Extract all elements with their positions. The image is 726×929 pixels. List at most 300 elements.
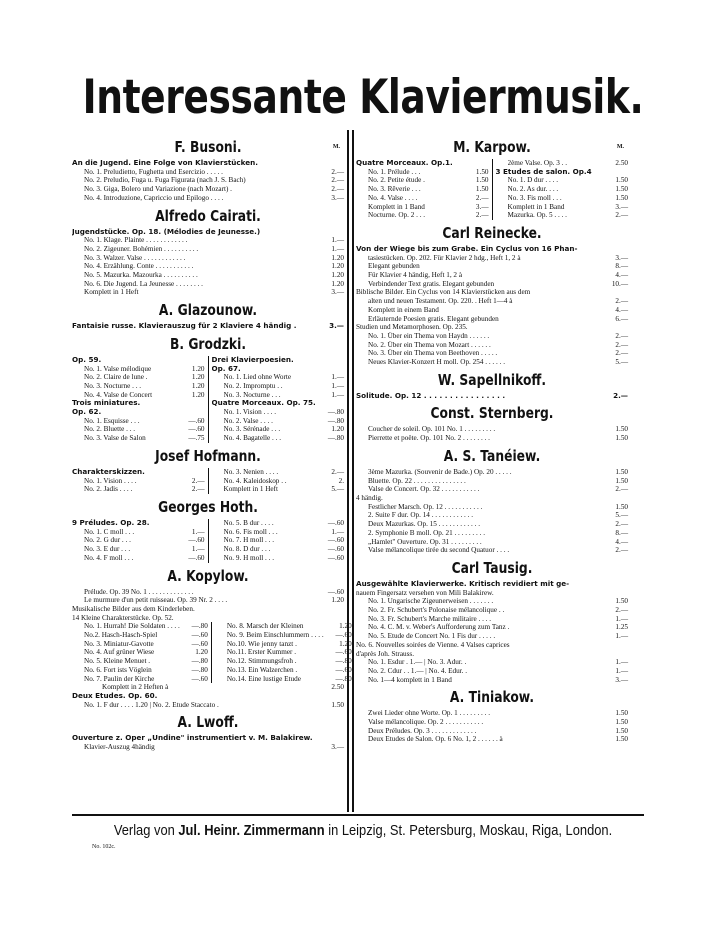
- item-price: 1.20: [191, 373, 205, 382]
- item-price: 1.50: [615, 425, 628, 434]
- item-price: —.60: [188, 553, 205, 562]
- item-price: [316, 356, 344, 365]
- composer-name: Georges Hoth.: [158, 497, 258, 516]
- item-title: No. 1. Lied ohne Worte: [223, 373, 292, 382]
- composer-heading-row: [72, 713, 344, 731]
- list-item: [356, 349, 628, 358]
- list-item: [72, 391, 205, 400]
- item-title: Studien und Metamorphosen. Op. 235.: [356, 323, 468, 332]
- item-title: No. 3. Über ein Thema von Beethoven . . . . .: [368, 349, 498, 358]
- item-title: 14 Kleine Charakterstücke. Op. 52.: [72, 613, 174, 622]
- currency-mark: M.: [332, 144, 340, 150]
- composer-heading-row: [356, 559, 628, 577]
- item-price: 1.50: [475, 176, 489, 185]
- item-title: No. 3. Miniatur-Gavotte: [84, 639, 154, 648]
- currency-mark: M.: [616, 144, 624, 150]
- item-price: 1.50: [615, 476, 628, 485]
- list-item: [212, 536, 345, 545]
- item-title: No. 3. Nenien . . . .: [223, 467, 279, 476]
- item-price: 3.—: [329, 321, 344, 331]
- list-item: [215, 622, 352, 631]
- item-price: 1.50: [615, 467, 628, 476]
- item-title: No. 1. Hurrah! Die Soldaten . . . .: [84, 622, 180, 631]
- list-item: [72, 236, 344, 245]
- item-title: Komplett in 1 Band: [507, 202, 565, 211]
- item-title: No. 9. H moll . . .: [223, 553, 275, 562]
- sub-column: [72, 622, 208, 683]
- item-price: 2.—: [613, 390, 628, 400]
- list-item: [212, 425, 345, 434]
- item-title: An die Jugend. Eine Folge von Klavierstücken.: [72, 159, 258, 167]
- list-item: [356, 323, 628, 332]
- sub-column: [212, 519, 345, 563]
- composer-name: A. Kopylow.: [167, 566, 249, 585]
- list-item: [72, 622, 208, 631]
- item-title: nauem Fingersatz versehen von Mili Balakirew.: [356, 588, 494, 597]
- list-item: [212, 408, 345, 417]
- list-item: [72, 271, 344, 280]
- list-item: [215, 657, 352, 666]
- list-item: [356, 709, 628, 718]
- list-item: [496, 176, 629, 185]
- item-price: [177, 519, 205, 528]
- item-title: No. 1. Valse mélodique: [84, 364, 152, 373]
- item-price: 6.—: [615, 314, 628, 323]
- item-price: —.60: [335, 665, 352, 674]
- item-price: 2.50: [615, 159, 628, 167]
- item-title: No. 3. Giga, Bolero und Variazione (nach Mozart) .: [84, 185, 232, 194]
- list-item: [356, 434, 628, 443]
- item-price: —.60: [335, 648, 352, 657]
- item-price: —.80: [335, 674, 352, 683]
- list-item: [72, 743, 344, 752]
- composer-name: Carl Reinecke.: [442, 223, 542, 242]
- list-item: [356, 503, 628, 512]
- item-price: 1.—: [331, 390, 344, 399]
- print-number: No. 102c.: [92, 844, 116, 850]
- list-item: [72, 536, 205, 545]
- item-title: Op. 67.: [211, 364, 241, 373]
- item-price: —.60: [327, 545, 344, 554]
- item-title: No. 2. Claire de lune .: [84, 373, 148, 382]
- list-item: [72, 176, 344, 185]
- list-item: [356, 280, 628, 289]
- item-price: —.80: [327, 434, 344, 443]
- item-title: No. 3. Fis moll . . .: [507, 193, 562, 202]
- item-title: No. 1. Vision . . . .: [84, 476, 137, 485]
- item-title: No. 6. Nouvelles soirées de Vienne. 4 Valses caprices: [356, 640, 510, 649]
- item-price: 2.—: [331, 167, 344, 176]
- item-price: 1.50: [475, 185, 489, 194]
- item-price: 3.—: [331, 743, 344, 752]
- item-title: Pierrette et poëte. Op. 101 No. 2 . . . . . . . .: [368, 434, 490, 443]
- two-column-block: [72, 356, 344, 443]
- item-price: 3.—: [615, 253, 628, 262]
- composer-heading-row: [72, 301, 344, 319]
- item-title: No. 4. Valse . . . .: [368, 193, 418, 202]
- item-price: [316, 365, 344, 374]
- list-item: [356, 203, 489, 212]
- item-price: 2.—: [475, 193, 489, 202]
- item-title: No. 1. Klage. Plainte . . . . . . . . . . . .: [84, 236, 188, 245]
- list-item: [356, 168, 489, 177]
- item-price: [316, 614, 344, 623]
- page-title: Interessante Klaviermusik.: [82, 70, 644, 125]
- list-item: [72, 322, 344, 331]
- item-title: Ausgewählte Klavierwerke. Kritisch revidiert mit ge-: [356, 579, 570, 588]
- item-title: Fantaisie russe. Klavierauszug für 2 Klaviere 4 händig .: [72, 322, 297, 331]
- item-price: 3.—: [475, 202, 489, 211]
- list-item: [212, 468, 345, 477]
- list-item: [72, 288, 344, 297]
- item-price: 2.—: [331, 467, 344, 476]
- item-price: —.80: [191, 657, 208, 666]
- item-price: 2.—: [615, 349, 628, 358]
- item-title: Le murmure d'un petit ruisseau. Op. 39 Nr. 2 . . . .: [84, 596, 228, 605]
- item-price: [316, 159, 344, 168]
- list-item: [212, 485, 345, 494]
- composer-heading-row: [356, 688, 628, 706]
- list-item: [72, 554, 205, 563]
- item-price: 1.50: [615, 718, 628, 727]
- list-item: [212, 417, 345, 426]
- item-price: 1.20: [191, 364, 205, 373]
- item-price: 1.20: [331, 425, 344, 434]
- column-divider: [347, 130, 349, 812]
- item-title: No. 4. C. M. v. Weber's Aufforderung zum Tanz .: [368, 623, 510, 632]
- item-price: 4.—: [615, 305, 628, 314]
- item-price: 3.—: [615, 202, 628, 211]
- list-item: [356, 597, 628, 606]
- item-price: —.80: [191, 665, 208, 674]
- list-item: [212, 519, 345, 528]
- item-title: Elegant gebunden: [368, 262, 420, 271]
- item-price: 3.—: [331, 288, 344, 297]
- list-item: [72, 588, 344, 597]
- item-title: No. 6. Fis moll . . .: [223, 527, 278, 536]
- item-title: Valse de Concert. Op. 32 . . . . . . . . . . .: [368, 485, 480, 494]
- item-title: „Hamlet" Ouverture. Op. 31 . . . . . . . . .: [368, 537, 482, 546]
- item-price: —.60: [327, 553, 344, 562]
- list-item: [356, 520, 628, 529]
- list-item: [356, 546, 628, 555]
- item-price: —.80: [327, 408, 344, 417]
- composer-heading-row: [72, 498, 344, 516]
- item-title: No. 2. Valse . . . .: [223, 416, 273, 425]
- list-item: [356, 185, 489, 194]
- composer-name: M. Karpow.: [453, 138, 531, 156]
- item-price: [316, 228, 344, 237]
- list-item: [356, 358, 628, 367]
- item-title: Für Klavier 4 händig, Heft 1, 2 à: [368, 271, 463, 280]
- item-title: No.13. Ein Walzerchen .: [226, 665, 298, 674]
- item-price: 1.—: [191, 545, 205, 554]
- list-item: [212, 391, 345, 400]
- item-title: No. 1. D dur . . . .: [507, 176, 559, 185]
- composer-name: F. Busoni.: [174, 138, 242, 156]
- item-title: No. 5. Etude de Concert No. 1 Fis dur . . . . .: [368, 632, 496, 641]
- item-price: 1.20: [331, 279, 344, 288]
- list-item: [72, 485, 205, 494]
- list-item: [215, 675, 352, 684]
- item-price: 1.20: [191, 381, 205, 390]
- list-item: [356, 176, 489, 185]
- list-item: [72, 194, 344, 203]
- list-item: [72, 417, 205, 426]
- item-title: No. 3. Fr. Schubert's Marche militaire . . . .: [368, 614, 492, 623]
- item-price: 1.50: [615, 726, 628, 735]
- list-item: [72, 425, 205, 434]
- item-title: No. 3. Walzer. Valse . . . . . . . . . . . .: [84, 253, 186, 262]
- item-title: No. 2. Fr. Schubert's Polonaise mélancolique . .: [368, 606, 505, 615]
- item-price: 1.20: [331, 262, 344, 271]
- item-title: No. 3. Sérénade . . .: [223, 425, 281, 434]
- item-price: —.60: [191, 674, 208, 683]
- composer-heading-row: [72, 207, 344, 225]
- composer-name: A. Tiniakow.: [449, 688, 535, 707]
- item-price: 1.50: [615, 176, 628, 185]
- item-title: 2ème Valse. Op. 3 . .: [507, 159, 568, 167]
- item-price: 1.—: [615, 614, 628, 623]
- composer-heading-row: [356, 224, 628, 242]
- item-price: 10.—: [611, 279, 628, 288]
- list-item: [356, 468, 628, 477]
- item-title: No. 4. Auf grüner Wiese: [84, 648, 155, 657]
- item-title: No.12. Stimmungsfroh .: [226, 657, 297, 666]
- list-item: [72, 605, 344, 614]
- list-item: [72, 675, 208, 684]
- list-item: [72, 734, 344, 743]
- item-price: 1.20: [339, 622, 352, 631]
- item-price: [600, 288, 628, 297]
- column-divider: [352, 130, 354, 812]
- list-item: [72, 631, 208, 640]
- item-title: No. 1. Preludietto, Fughetta und Esercizio . . . . .: [84, 167, 223, 176]
- item-title: 3 Etudes de salon. Op.4: [495, 167, 592, 176]
- list-item: [72, 666, 208, 675]
- item-price: 1.—: [615, 658, 628, 667]
- item-price: 2.—: [191, 485, 205, 494]
- item-price: —.60: [335, 631, 352, 640]
- item-price: —.75: [188, 434, 205, 443]
- item-price: 2.—: [331, 185, 344, 194]
- list-item: [356, 632, 628, 641]
- item-title: Neues Klavier-Konzert H moll. Op. 254 . . . . . .: [368, 358, 505, 367]
- list-item: [356, 485, 628, 494]
- item-price: 2.50: [331, 683, 344, 692]
- item-title: Nocturne. Op. 2 . . .: [368, 211, 426, 220]
- item-title: tasiestücken. Op. 202. Für Klavier 2 hdg., Heft 1, 2 à: [368, 253, 521, 262]
- item-title: No. 1. Prélude . . .: [368, 167, 421, 176]
- list-item: [72, 356, 205, 365]
- item-price: [316, 399, 344, 408]
- item-price: 2.—: [615, 485, 628, 494]
- item-title: 4 händig.: [356, 493, 383, 502]
- list-item: [72, 185, 344, 194]
- item-price: 4.—: [615, 271, 628, 280]
- list-item: [496, 194, 629, 203]
- footer-text: Verlag von: [113, 822, 179, 839]
- list-item: [212, 554, 345, 563]
- item-title: No. 2. Cdur . . 1.— | No. 4. Edur. .: [368, 666, 468, 675]
- sub-column: [496, 159, 629, 220]
- list-item: [356, 580, 628, 589]
- item-title: Erläuternde Poesien gratis. Elegant gebunden: [368, 314, 499, 323]
- composer-name: Alfredo Cairati.: [155, 206, 261, 225]
- item-price: 1.—: [191, 527, 205, 536]
- item-title: No. 3. Valse de Salon: [84, 434, 146, 443]
- list-item: [72, 614, 344, 623]
- item-title: No. 6. Fort ists Vöglein: [84, 665, 152, 674]
- list-item: [212, 356, 345, 365]
- item-price: [600, 641, 628, 650]
- item-price: [177, 468, 205, 477]
- sub-column: [215, 622, 352, 683]
- item-title: alten und neuen Testament. Op. 220. . Heft 1—4 à: [368, 297, 513, 306]
- item-price: [600, 245, 628, 254]
- list-item: [212, 528, 345, 537]
- list-item: [72, 528, 205, 537]
- composer-heading-row: [72, 447, 344, 465]
- list-item: [356, 538, 628, 547]
- composer-name: W. Sapellnikoff.: [437, 370, 547, 389]
- list-item: [356, 667, 628, 676]
- item-title: No. 4. Kaleidoskop . .: [223, 476, 287, 485]
- item-title: Solitude. Op. 12 . . . . . . . . . . . . . . . .: [356, 391, 506, 400]
- publisher-name: Jul. Heinr. Zimmermann: [178, 822, 325, 839]
- list-item: [356, 159, 489, 168]
- item-title: No. 2. Zigeuner. Bohémien . . . . . . . . . .: [84, 244, 199, 253]
- item-price: 2.—: [615, 211, 628, 220]
- item-price: 1.50: [615, 502, 628, 511]
- sub-divider: [208, 519, 209, 563]
- item-title: No. 4. Valse de Concert: [84, 390, 153, 399]
- list-item: [356, 650, 628, 659]
- footer-cities: in Leipzig, St. Petersburg, Moskau, Riga, London.: [324, 822, 613, 839]
- item-price: 1.50: [615, 735, 628, 744]
- composer-heading-row: [356, 404, 628, 422]
- item-price: 3.—: [331, 193, 344, 202]
- list-item: [72, 168, 344, 177]
- list-item: [215, 648, 352, 657]
- item-title: No. 8. D dur . . .: [223, 545, 271, 554]
- item-title: No.2. Hasch-Hasch-Spiel: [84, 631, 158, 640]
- item-price: [316, 605, 344, 614]
- item-title: Prélude. Op. 39 No. 1 . . . . . . . . . . . . .: [84, 587, 194, 596]
- list-item: [212, 373, 345, 382]
- item-title: 2. Suite F dur. Op. 14 . . . . . . . . . . . .: [368, 511, 474, 520]
- list-item: [356, 245, 628, 254]
- sub-divider: [208, 356, 209, 443]
- item-title: Komplett in 1 Band: [368, 202, 425, 211]
- item-price: 2.—: [615, 340, 628, 349]
- item-title: 2. Symphonie B moll. Op. 21 . . . . . . . . .: [368, 528, 486, 537]
- item-title: No.10. Wie jenny tanzt .: [226, 639, 297, 648]
- list-item: [356, 718, 628, 727]
- list-item: [72, 640, 208, 649]
- item-title: Valse mélancolique. Op. 2 . . . . . . . . . . .: [368, 718, 484, 727]
- item-price: —.60: [327, 518, 344, 527]
- item-price: 1.50: [615, 709, 628, 718]
- list-item: [356, 641, 628, 650]
- list-item: [72, 365, 205, 374]
- item-title: No. 5. Kleine Menuet .: [84, 657, 151, 666]
- list-item: [496, 185, 629, 194]
- item-title: No. 2. G dur . . .: [84, 536, 131, 545]
- list-item: [356, 425, 628, 434]
- item-price: [461, 159, 489, 168]
- list-item: [72, 596, 344, 605]
- list-item: [72, 159, 344, 168]
- list-item: [212, 477, 345, 486]
- list-item: [215, 631, 352, 640]
- item-price: [600, 589, 628, 598]
- item-price: [177, 399, 205, 408]
- item-price: [177, 408, 205, 417]
- list-item: [356, 341, 628, 350]
- item-price: —.60: [188, 536, 205, 545]
- list-item: [496, 203, 629, 212]
- item-title: No. 9. Beim Einschlummern . . . .: [226, 631, 324, 640]
- item-title: Ouverture z. Oper „Undine" instrumentiert v. M. Balakirew.: [72, 734, 313, 743]
- item-title: No. 2. Impromptu . .: [223, 381, 283, 390]
- composer-name: A. S. Tanéiew.: [443, 446, 541, 465]
- item-price: —.60: [188, 425, 205, 434]
- item-title: No. 2. Jadis . . . .: [84, 485, 133, 494]
- item-price: 1.—: [331, 373, 344, 382]
- item-title: Valse mélancolique tirée du second Quatuor . . . .: [368, 546, 510, 555]
- item-price: [600, 580, 628, 589]
- item-title: Komplett in einem Band: [368, 305, 439, 314]
- item-price: 2.—: [331, 176, 344, 185]
- item-price: [600, 323, 628, 332]
- item-price: 1.20: [339, 639, 352, 648]
- item-title: No. 7. Paulin der Kirche: [84, 674, 155, 683]
- list-item: [356, 306, 628, 315]
- list-item: [215, 666, 352, 675]
- list-item: [212, 545, 345, 554]
- item-price: 1.50: [615, 185, 628, 194]
- two-column-block: [72, 468, 344, 494]
- item-title: No. 7. H moll . . .: [223, 536, 275, 545]
- list-item: [356, 271, 628, 280]
- item-title: No. 1. Esquisse . . .: [84, 416, 140, 425]
- list-heading: Deux Etudes. Op. 60.: [72, 690, 158, 700]
- item-title: Trois miniatures.: [72, 399, 141, 408]
- item-price: 1.20: [331, 271, 344, 280]
- item-title: Deux Mazurkas. Op. 15 . . . . . . . . . . . .: [368, 520, 480, 529]
- item-title: Deux Etudes de Salon. Op. 6 No. 1, 2 . . . . . . à: [368, 735, 503, 744]
- list-item: [72, 408, 205, 417]
- item-title: No. 1. F dur . . . . 1.20 | No. 2. Etude Staccato .: [84, 700, 219, 709]
- two-column-block: [72, 622, 352, 683]
- list-item: [356, 529, 628, 538]
- item-price: —.80: [191, 622, 208, 631]
- item-title: Op. 59.: [72, 355, 102, 364]
- list-item: [356, 288, 628, 297]
- item-title: No. 6. Die Jugend. La Jeunesse . . . . . . . .: [84, 279, 203, 288]
- item-title: Klavier-Auszug 4händig: [84, 743, 155, 752]
- item-price: 1.50: [615, 434, 628, 443]
- list-item: [72, 701, 344, 710]
- item-price: —.60: [191, 639, 208, 648]
- item-title: Biblische Bilder. Ein Cyclus von 14 Klavierstücken aus dem: [356, 288, 531, 297]
- item-title: Festlicher Marsch. Op. 12 . . . . . . . . . . .: [368, 502, 483, 511]
- list-item: [356, 623, 628, 632]
- item-title: Op. 62.: [72, 408, 102, 417]
- item-title: No. 3. Rêverie . . .: [368, 185, 421, 194]
- item-price: 2.—: [615, 520, 628, 529]
